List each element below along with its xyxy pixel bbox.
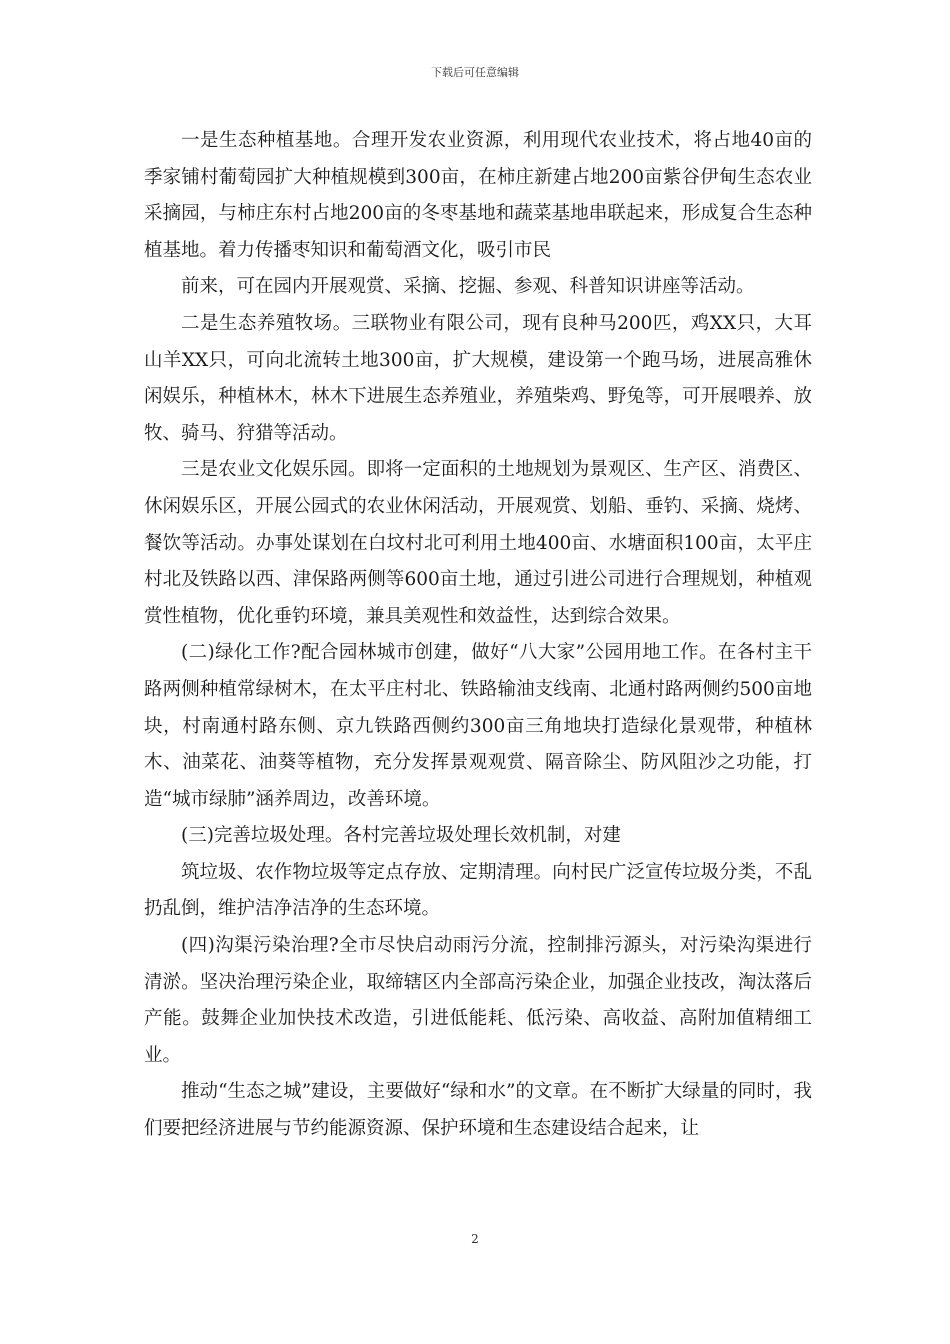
paragraph: 前来，可在园内开展观赏、采摘、挖掘、参观、科普知识讲座等活动。: [181, 276, 755, 298]
paragraph: 筑垃圾、农作物垃圾等定点存放、定期清理。向村民广泛宣传垃圾分类，不乱扔乱倒，维护洁净洁净的生态环境。: [144, 861, 812, 920]
page-number: 2: [471, 1232, 479, 1246]
page-header-note: 下载后可任意编辑: [431, 66, 519, 79]
paragraph: (二)绿化工作?配合园林城市创建，做好“八大家”公园用地工作。在各村主干路两侧种植常绿树木，在太平庄村北、铁路输油支线南、北通村路两侧约500亩地块，村南通村路东侧、京九铁路西侧约300亩三角地块打造绿化景观带，种植林木、油菜花、油葵等植物，充分发挥景观观赏、隔音除尘、防风阻沙之功能，打造“城市绿肺”涵养周边，改善环境。: [144, 642, 812, 810]
document-body: [144, 123, 812, 1148]
paragraph: 推动“生态之城”建设，主要做好“绿和水”的文章。在不断扩大绿量的同时，我们要把经济进展与节约能源资源、保护环境和生态建设结合起来，让: [144, 1081, 812, 1140]
paragraph: (三)完善垃圾处理。各村完善垃圾处理长效机制，对建: [181, 825, 621, 847]
paragraph: 二是生态养殖牧场。三联物业有限公司，现有良种马200匹，鸡XX只，大耳山羊XX只，可向北流转土地300亩，扩大规模，建设第一个跑马场，进展高雅休闲娱乐，种植林木，林木下进展生态养殖业，养殖柴鸡、野兔等，可开展喂养、放牧、骑马、狩猎等活动。: [144, 312, 812, 444]
paragraph: 三是农业文化娱乐园。即将一定面积的土地规划为景观区、生产区、消费区、休闲娱乐区，开展公园式的农业休闲活动，开展观赏、划船、垂钓、采摘、烧烤、餐饮等活动。办事处谋划在白坟村北可利用土地400亩、水塘面积100亩，太平庄村北及铁路以西、津保路两侧等600亩土地，通过引进公司进行合理规划，种植观赏性植物，优化垂钓环境，兼具美观性和效益性，达到综合效果。: [144, 459, 812, 627]
paragraph: 一是生态种植基地。合理开发农业资源，利用现代农业技术，将占地40亩的季家铺村葡萄园扩大种植规模到300亩，在柿庄新建占地200亩紫谷伊甸生态农业采摘园，与柿庄东村占地200亩的冬枣基地和蔬菜基地串联起来，形成复合生态种植基地。着力传播枣知识和葡萄酒文化，吸引市民: [144, 130, 812, 261]
paragraph: (四)沟渠污染治理?全市尽快启动雨污分流，控制排污源头，对污染沟渠进行清淤。坚决治理污染企业，取缔辖区内全部高污染企业，加强企业技改，淘汰落后产能。鼓舞企业加快技术改造，引进低能耗、低污染、高收益、高附加值精细工业。: [144, 935, 812, 1066]
